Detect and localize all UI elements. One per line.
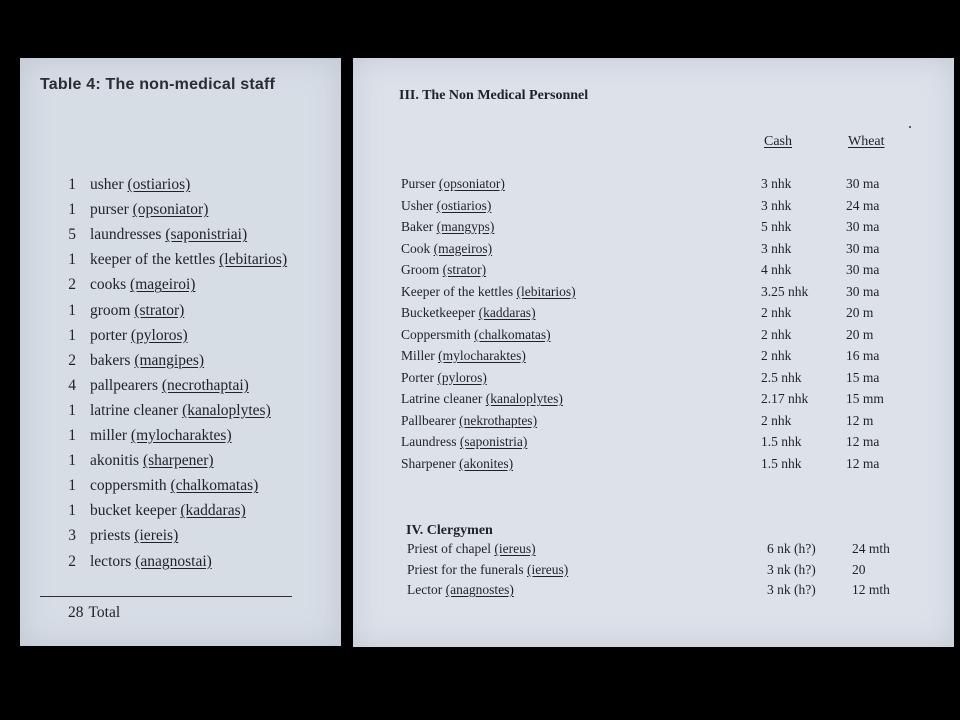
cash-cell: 4 nhk <box>761 262 792 277</box>
staff-count: 1 <box>68 477 76 495</box>
staff-greek-term: (necrothaptai) <box>161 376 249 394</box>
cash-cell: 2 nhk <box>761 412 792 428</box>
cash-column-header: Cash <box>764 134 792 149</box>
greek-term: (kaddaras) <box>478 305 536 320</box>
greek-term: (strator) <box>442 262 487 277</box>
role-cell <box>401 241 492 257</box>
cash-cell: 6 nk (h?) <box>767 541 816 556</box>
staff-count: 1 <box>68 201 76 219</box>
staff-role-cell <box>90 201 208 219</box>
role-cell <box>401 327 551 343</box>
staff-greek-term: (mangipes) <box>134 351 205 369</box>
staff-count: 1 <box>68 326 76 344</box>
staff-greek-term: (pyloros) <box>130 326 188 344</box>
staff-greek-term: (sharpener) <box>142 452 214 470</box>
role-cell <box>401 348 526 364</box>
personnel-row <box>401 241 921 262</box>
staff-greek-term: (ostiarios) <box>127 176 191 193</box>
role-cell <box>401 219 494 235</box>
staff-role-cell <box>90 452 214 470</box>
staff-role: priests <box>90 527 131 545</box>
staff-count: 2 <box>68 552 76 570</box>
role-cell <box>401 370 487 386</box>
role-name: Usher <box>401 197 434 213</box>
wheat-cell: 30 ma <box>846 240 880 256</box>
cash-cell: 3 nk (h?) <box>767 561 816 577</box>
role-name: Bucketkeeper <box>401 305 476 320</box>
role-cell <box>401 262 486 278</box>
wheat-cell: 30 ma <box>846 219 880 234</box>
staff-count: 1 <box>68 427 76 444</box>
wheat-cell: 15 mm <box>846 391 884 406</box>
wheat-cell: 30 ma <box>846 283 880 299</box>
role-name: Sharpener <box>401 455 456 471</box>
wheat-cell: 24 mth <box>852 541 890 556</box>
cash-cell: 2 nhk <box>761 305 792 320</box>
wheat-cell: 16 ma <box>846 348 880 363</box>
staff-greek-term: (mylocharaktes) <box>130 427 232 444</box>
staff-greek-term: (opsoniator) <box>132 201 209 219</box>
cash-cell: 2 nhk <box>761 348 792 363</box>
bleed-through-smudge <box>40 102 44 118</box>
staff-role-cell <box>90 226 247 244</box>
greek-term: (akonites) <box>459 455 514 471</box>
role-cell <box>407 562 568 578</box>
cash-cell: 1.5 nhk <box>761 455 802 471</box>
staff-role: porter <box>90 326 128 344</box>
greek-term: (opsoniator) <box>438 176 505 191</box>
role-cell <box>407 582 514 598</box>
role-cell <box>401 305 536 321</box>
cash-cell: 3 nk (h?) <box>767 582 816 597</box>
staff-count: 1 <box>68 251 76 269</box>
staff-count: 1 <box>68 401 76 419</box>
staff-role-cell <box>90 327 188 345</box>
role-cell <box>401 413 537 429</box>
staff-role: purser <box>90 201 129 219</box>
right-page <box>353 58 954 647</box>
personnel-row <box>401 176 921 197</box>
role-name: Latrine cleaner <box>401 391 483 406</box>
total-label: Total <box>88 604 121 621</box>
staff-role-cell <box>90 377 249 395</box>
staff-role-cell <box>90 502 246 520</box>
cash-cell: 2 nhk <box>761 326 792 342</box>
clergy-row <box>407 562 927 583</box>
speck <box>909 126 911 128</box>
role-name: Purser <box>401 176 436 191</box>
greek-term: (lebitarios) <box>516 283 576 299</box>
staff-greek-term: (strator) <box>134 301 185 319</box>
clergymen-heading: IV. Clergymen <box>406 523 493 538</box>
staff-count: 2 <box>68 351 76 369</box>
staff-role-cell <box>90 302 184 320</box>
cash-cell: 3 nhk <box>761 197 792 213</box>
staff-count: 1 <box>68 452 76 470</box>
wheat-cell: 30 ma <box>846 176 880 191</box>
greek-term: (anagnostes) <box>445 582 514 597</box>
right-page-title: III. The Non Medical Personnel <box>399 88 589 103</box>
staff-role: laundresses <box>90 226 162 244</box>
staff-role: bucket keeper <box>90 502 177 520</box>
personnel-row <box>401 305 921 326</box>
role-cell <box>401 198 491 214</box>
greek-term: (nekrothaptes) <box>459 412 538 428</box>
personnel-row <box>401 434 921 455</box>
role-name: Miller <box>401 348 435 363</box>
greek-term: (pyloros) <box>437 369 487 385</box>
staff-role-cell <box>90 352 204 370</box>
staff-role: miller <box>90 427 128 444</box>
role-name: Cook <box>401 240 431 256</box>
role-name: Keeper of the kettles <box>401 283 514 299</box>
cash-cell: 3.25 nhk <box>761 283 809 299</box>
personnel-row <box>401 284 921 305</box>
clergy-row <box>407 541 927 562</box>
staff-count: 5 <box>68 226 76 244</box>
staff-role-cell <box>90 402 271 420</box>
staff-greek-term: (anagnostai) <box>135 552 212 570</box>
role-cell <box>401 176 505 192</box>
personnel-row <box>401 327 921 348</box>
staff-role: cooks <box>90 276 127 294</box>
staff-role-cell <box>90 427 232 445</box>
role-name: Pallbearer <box>401 412 456 428</box>
role-name: Priest for the funerals <box>407 561 524 577</box>
staff-role: groom <box>90 301 131 319</box>
cash-cell: 2.5 nhk <box>761 369 802 385</box>
role-name: Baker <box>401 219 434 234</box>
role-name: Priest of chapel <box>407 541 491 556</box>
role-cell <box>401 284 576 300</box>
greek-term: (iereus) <box>526 561 569 577</box>
staff-count: 1 <box>68 502 76 520</box>
role-name: Laundress <box>401 434 457 449</box>
cash-cell: 3 nhk <box>761 176 792 191</box>
cash-cell: 3 nhk <box>761 240 792 256</box>
clergy-row <box>407 582 927 603</box>
greek-term: (mylocharaktes) <box>438 348 526 363</box>
staff-greek-term: (lebitarios) <box>219 251 288 269</box>
staff-role: keeper of the kettles <box>90 251 216 269</box>
total-row <box>68 604 120 622</box>
role-name: Coppersmith <box>401 326 471 342</box>
staff-greek-term: (mageiroi) <box>130 276 196 294</box>
wheat-cell: 30 ma <box>846 262 880 277</box>
wheat-cell: 20 m <box>846 305 874 320</box>
greek-term: (mangyps) <box>436 219 495 234</box>
staff-role: coppersmith <box>90 477 167 495</box>
left-page <box>20 58 341 646</box>
total-divider <box>40 596 292 597</box>
staff-role-cell <box>90 527 178 545</box>
staff-greek-term: (kaddaras) <box>180 502 246 520</box>
staff-role-cell <box>90 553 212 571</box>
wheat-cell: 12 mth <box>852 582 890 597</box>
left-page-title: Table 4: The non-medical staff <box>40 76 276 93</box>
wheat-cell: 12 ma <box>846 434 880 449</box>
personnel-row <box>401 262 921 283</box>
wheat-cell: 12 m <box>846 412 874 428</box>
role-name: Porter <box>401 369 434 385</box>
staff-greek-term: (chalkomatas) <box>170 477 259 495</box>
personnel-row <box>401 391 921 412</box>
personnel-row <box>401 413 921 434</box>
staff-role: bakers <box>90 351 131 369</box>
staff-count: 1 <box>68 301 76 319</box>
staff-count: 4 <box>68 376 76 394</box>
cash-cell: 2.17 nhk <box>761 391 809 406</box>
role-name: Lector <box>407 582 443 597</box>
total-count: 28 <box>68 604 84 621</box>
personnel-row <box>401 456 921 477</box>
personnel-row <box>401 348 921 369</box>
staff-role: usher <box>90 176 124 193</box>
personnel-row <box>401 219 921 240</box>
cash-cell: 1.5 nhk <box>761 434 802 449</box>
wheat-cell: 12 ma <box>846 455 880 471</box>
role-cell <box>401 434 527 450</box>
role-cell <box>401 391 563 407</box>
staff-role-cell <box>90 251 287 269</box>
staff-greek-term: (kanaloplytes) <box>182 401 271 419</box>
staff-role-cell <box>90 477 258 495</box>
staff-greek-term: (iereis) <box>134 527 179 545</box>
staff-greek-term: (saponistriai) <box>165 226 248 244</box>
staff-count: 3 <box>68 527 76 545</box>
role-cell <box>401 456 513 472</box>
greek-term: (ostiarios) <box>436 197 492 213</box>
staff-role: akonitis <box>90 452 140 470</box>
greek-term: (iereus) <box>494 541 536 556</box>
role-name: Groom <box>401 262 440 277</box>
greek-term: (chalkomatas) <box>474 326 551 342</box>
greek-term: (kanaloplytes) <box>485 391 563 406</box>
cash-cell: 5 nhk <box>761 219 792 234</box>
staff-role: lectors <box>90 552 132 570</box>
greek-term: (mageiros) <box>433 240 493 256</box>
personnel-row <box>401 370 921 391</box>
wheat-column-header: Wheat <box>848 134 885 149</box>
role-cell <box>407 541 536 557</box>
wheat-cell: 15 ma <box>846 369 880 385</box>
staff-role-cell <box>90 276 195 294</box>
staff-role-cell <box>90 176 190 194</box>
staff-role: pallpearers <box>90 376 158 394</box>
staff-count: 2 <box>68 276 76 294</box>
greek-term: (saponistria) <box>459 434 528 449</box>
personnel-row <box>401 198 921 219</box>
wheat-cell: 24 ma <box>846 197 880 213</box>
staff-role: latrine cleaner <box>90 401 179 419</box>
wheat-cell: 20 <box>852 561 866 577</box>
staff-count: 1 <box>68 176 76 193</box>
wheat-cell: 20 m <box>846 326 874 342</box>
